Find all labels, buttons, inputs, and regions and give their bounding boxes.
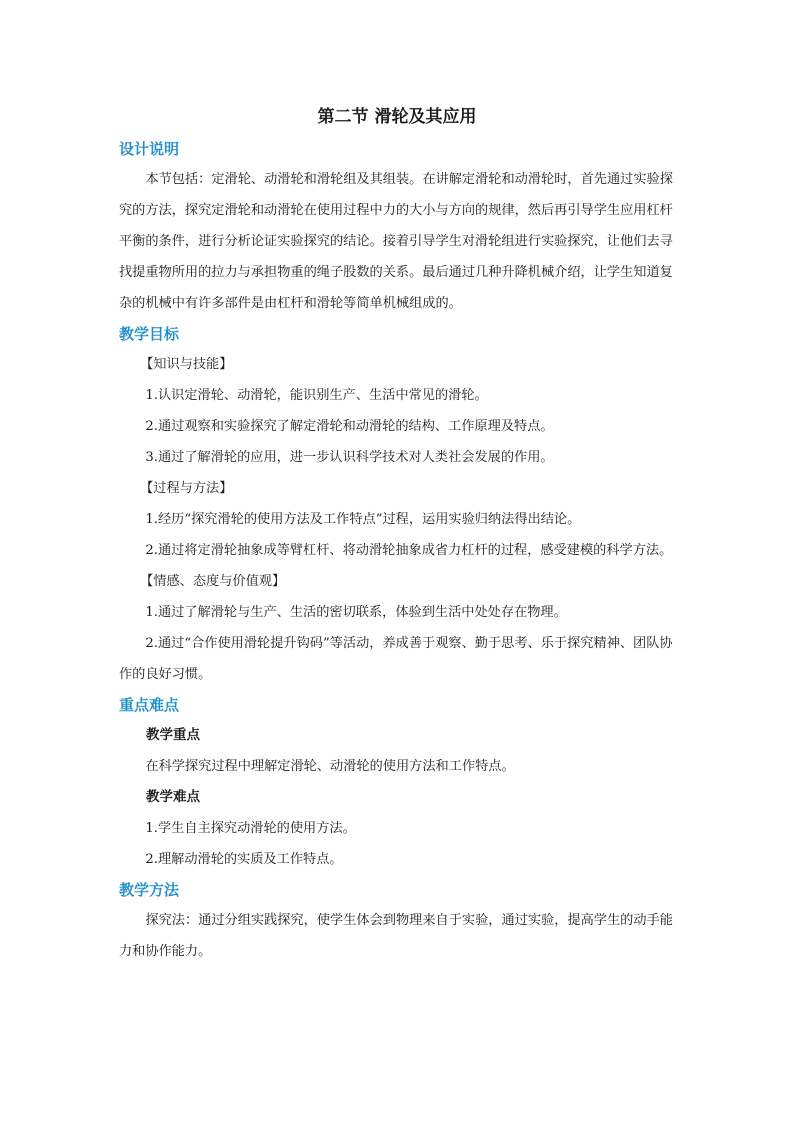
attitude-item-1: 1.通过了解滑轮与生产、生活的密切联系，体验到生活中处处存在物理。 xyxy=(145,605,567,620)
teaching-difficulty-label: 教学难点 xyxy=(146,789,200,805)
difficulty-item-1: 1.学生自主探究动滑轮的使用方法。 xyxy=(145,821,356,836)
process-item-2: 2.通过将定滑轮抽象成等臂杠杆、将动滑轮抽象成省力杠杆的过程，感受建模的科学方法。 xyxy=(145,543,673,558)
difficulty-item-2: 2.理解动滑轮的实质及工作特点。 xyxy=(145,852,343,867)
attitude-item-2: 2.通过“合作使用滑轮提升钩码”等活动，养成善于观察、勤于思考、乐于探究精神、团队协作的良好习惯。 xyxy=(119,636,673,682)
attitude-values-label: 【情感、态度与价值观】 xyxy=(140,574,286,589)
section-heading-goals: 教学目标 xyxy=(119,325,180,343)
page-title: 第二节 滑轮及其应用 xyxy=(317,107,477,127)
teaching-focus-text: 在科学探究过程中理解定滑轮、动滑轮的使用方法和工作特点。 xyxy=(145,759,515,774)
process-item-1: 1.经历“探究滑轮的使用方法及工作特点”过程，运用实验归纳法得出结论。 xyxy=(145,512,581,527)
knowledge-item-1: 1.认识定滑轮、动滑轮，能识别生产、生活中常见的滑轮。 xyxy=(145,388,488,403)
section-heading-methods: 教学方法 xyxy=(119,881,180,899)
design-paragraph: 本节包括：定滑轮、动滑轮和滑轮组及其组装。在讲解定滑轮和动滑轮时，首先通过实验探究的方法，探究定滑轮和动滑轮在使用过程中力的大小与方向的规律，然后再引导学生应用杠杆平衡的条件，进行分析论证实验探究的结论。接着引导学生对滑轮组进行实验探究，让他们去寻找提重物所用的拉力与承担物重的绳子股数的关系。最后通过几种升降机械介绍，让学生知道复杂的机械中有许多部件是由杠杆和滑轮等简单机械组成的。 xyxy=(119,172,673,311)
knowledge-skills-label: 【知识与技能】 xyxy=(140,357,233,372)
section-heading-design: 设计说明 xyxy=(119,140,180,158)
teaching-focus-label: 教学重点 xyxy=(146,727,200,743)
section-heading-keypoints: 重点难点 xyxy=(119,696,180,714)
document-page xyxy=(119,100,675,967)
knowledge-item-3: 3.通过了解滑轮的应用，进一步认识科学技术对人类社会发展的作用。 xyxy=(145,450,554,465)
methods-paragraph: 探究法：通过分组实践探究，使学生体会到物理来自于实验，通过实验，提高学生的动手能力和协作能力。 xyxy=(119,913,673,959)
knowledge-item-2: 2.通过观察和实验探究了解定滑轮和动滑轮的结构、工作原理及特点。 xyxy=(145,419,554,434)
process-method-label: 【过程与方法】 xyxy=(140,481,233,496)
